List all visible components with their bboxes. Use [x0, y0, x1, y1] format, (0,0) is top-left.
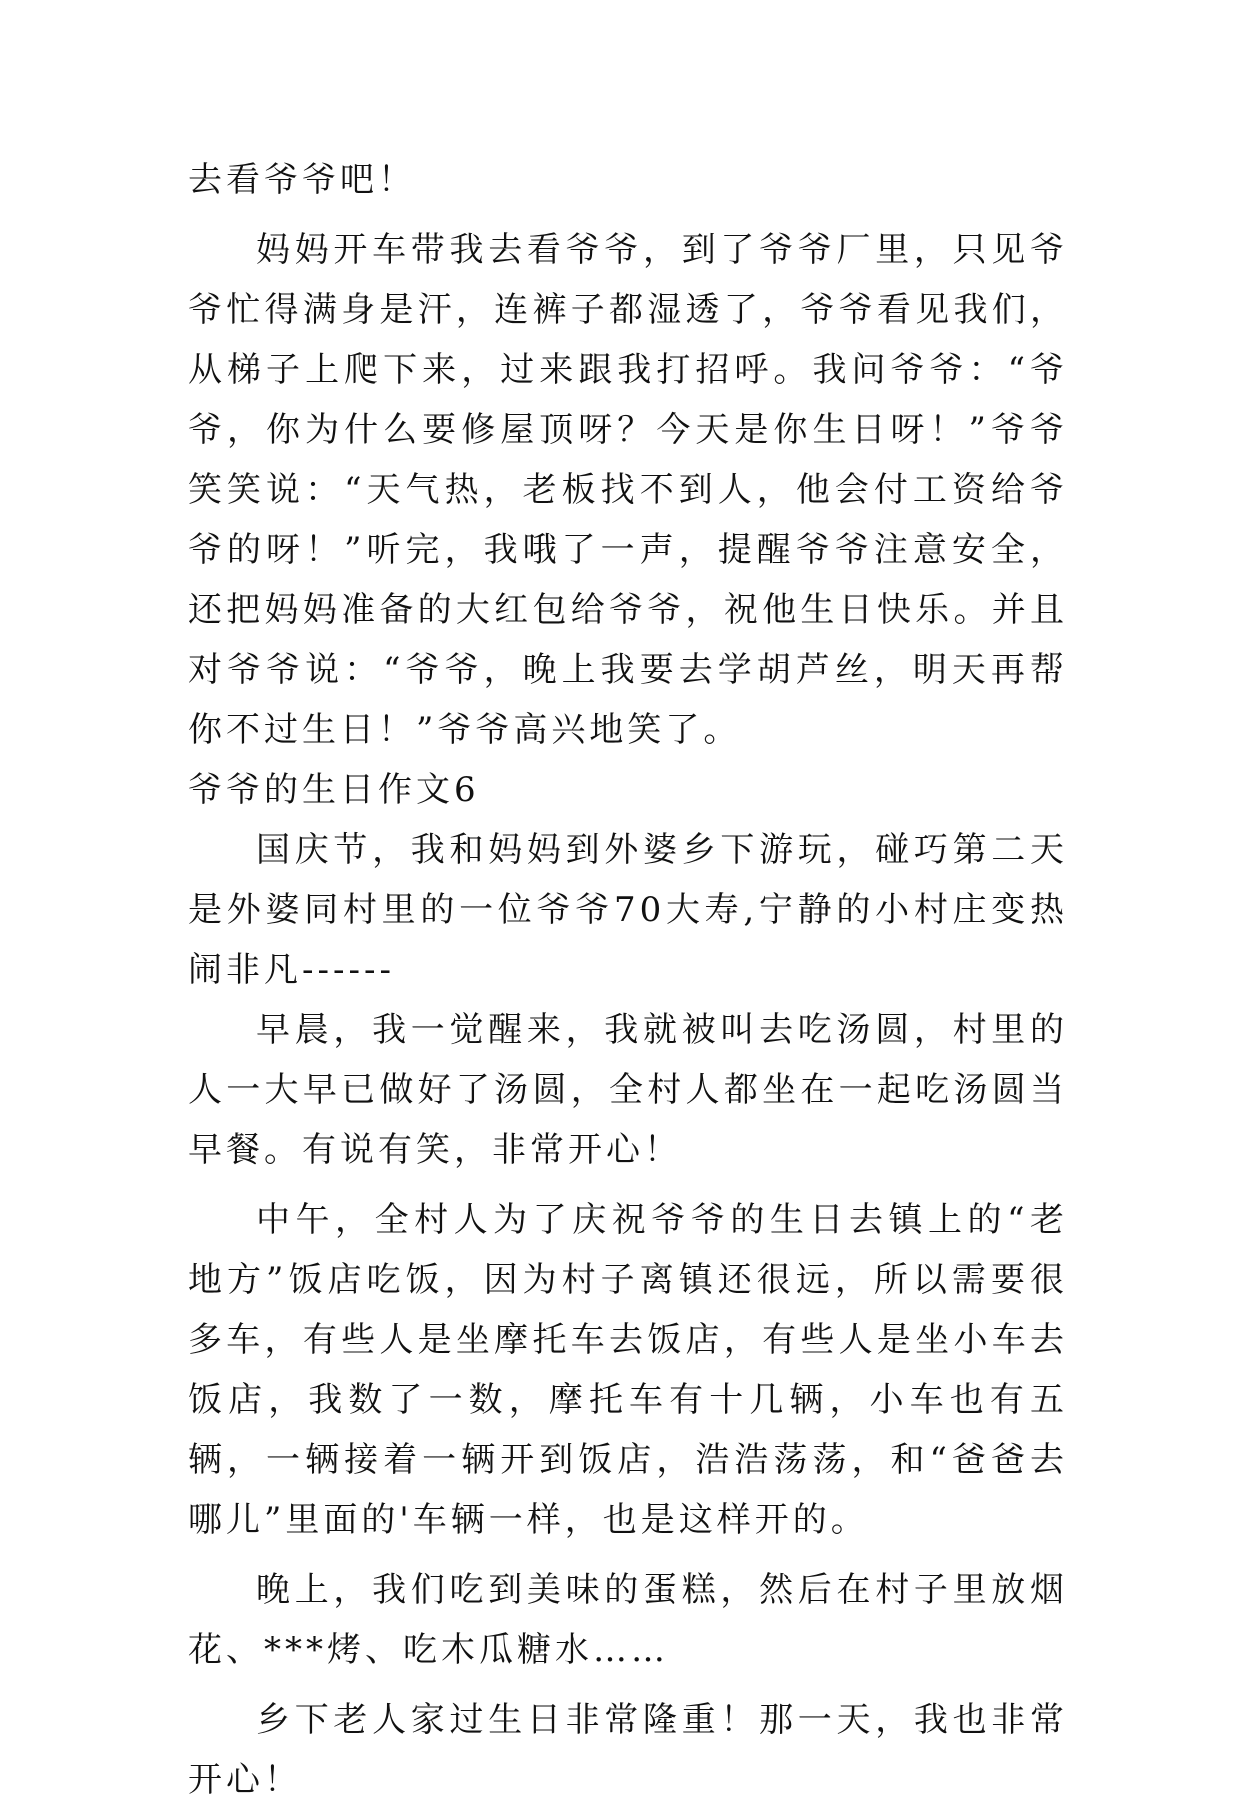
paragraph-noon: 中午，全村人为了庆祝爷爷的生日去镇上的“老地方”饭店吃饭，因为村子离镇还很远，所以需要很多车，有些人是坐摩托车去饭店，有些人是坐小车去饭店，我数了一数，摩托车有十几辆，小车也有五辆，一辆接着一辆开到饭店，浩浩荡荡，和“爸爸去哪儿”里面的'车辆一样，也是这样开的。 — [188, 1200, 1068, 1540]
paragraph-national-day: 国庆节，我和妈妈到外婆乡下游玩，碰巧第二天是外婆同村里的一位爷爷70大寿,宁静的小村庄变热闹非凡------ — [188, 830, 1068, 990]
paragraph-morning: 早晨，我一觉醒来，我就被叫去吃汤圆，村里的人一大早已做好了汤圆，全村人都坐在一起吃汤圆当早餐。有说有笑，非常开心！ — [188, 1010, 1068, 1170]
paragraph-conclusion: 乡下老人家过生日非常隆重！那一天，我也非常开心！ — [188, 1700, 1068, 1800]
essay-heading: 爷爷的生日作文6 — [188, 770, 480, 810]
paragraph-visit-grandpa: 妈妈开车带我去看爷爷，到了爷爷厂里，只见爷爷忙得满身是汗，连裤子都湿透了，爷爷看见我们，从梯子上爬下来，过来跟我打招呼。我问爷爷：“爷爷，你为什么要修屋顶呀？今天是你生日呀！”爷爷笑笑说：“天气热，老板找不到人，他会付工资给爷爷的呀！”听完，我哦了一声，提醒爷爷注意安全，还把妈妈准备的大红包给爷爷，祝他生日快乐。并且对爷爷说：“爷爷，晚上我要去学胡芦丝，明天再帮你不过生日！”爷爷高兴地笑了。 — [188, 230, 1068, 750]
paragraph-continuation: 去看爷爷吧！ — [188, 160, 416, 200]
paragraph-evening: 晚上，我们吃到美味的蛋糕，然后在村子里放烟花、***烤、吃木瓜糖水…… — [188, 1570, 1068, 1670]
document-body — [188, 150, 1068, 1810]
